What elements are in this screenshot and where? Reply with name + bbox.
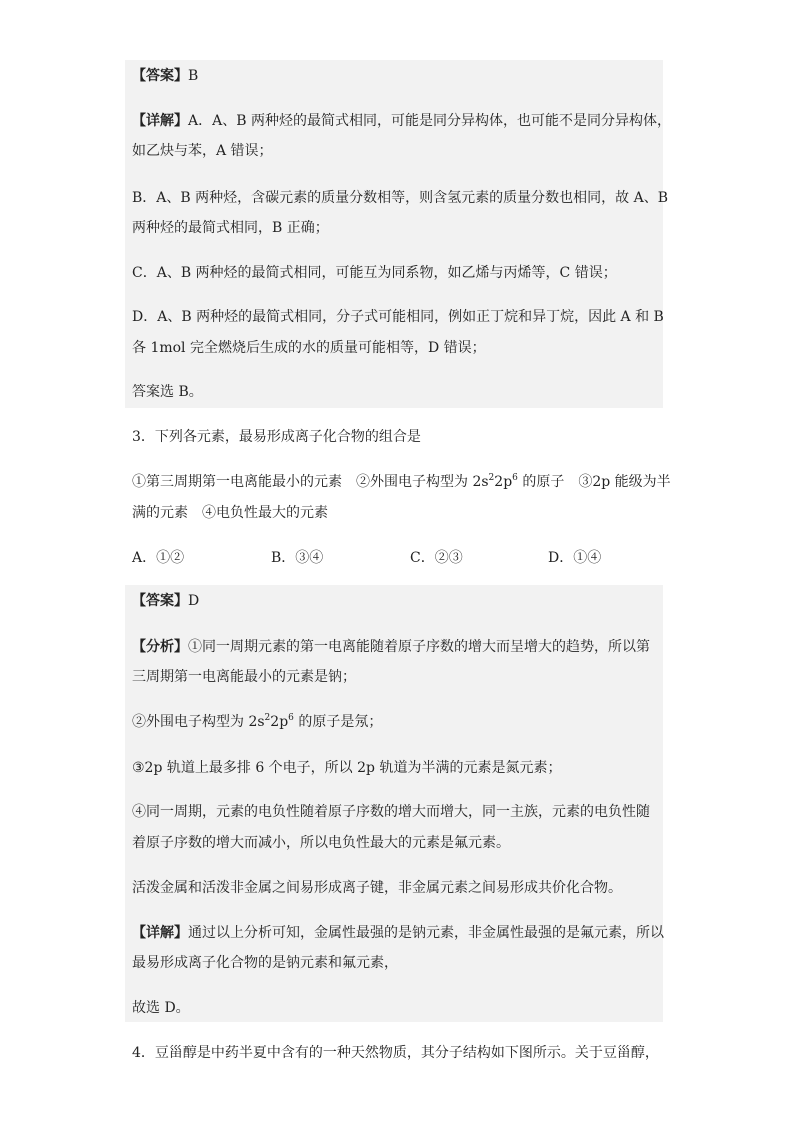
detail-text: A．A、B 两种烃的最简式相同，可能是同分异构体，也可能不是同分异构体， [188,113,671,129]
analysis-line-3 [132,713,662,731]
analysis-text-c: 的原子是氖； [293,714,383,730]
answer-value: B [188,68,199,84]
option-a[interactable]: A．①② [132,550,185,566]
option-b[interactable]: B．③④ [271,550,324,566]
superscript: 2 [264,713,271,723]
cond-text-a: ①第三周期第一电离能最小的元素 ②外围电子构型为 2s [132,474,489,490]
answer-tag: 【答案】 [132,68,188,84]
detail-text-2: 通过以上分析可知，金属性最强的是钠元素，非金属性最强的是氟元素，所以 [188,925,664,941]
answer-line [132,67,662,85]
option-d-line-2: 各 1mol 完全燃烧后生成的水的质量可能相等，D 错误； [132,340,486,356]
cond-text-c: 的原子 ③2p 能级为半 [517,474,671,490]
superscript: 2 [488,473,495,483]
analysis-line-5: ④同一周期，元素的电负性随着原子序数的增大而增大，同一主族，元素的电负性随 [132,804,650,820]
answer-value-2: D [188,593,200,609]
detail-tag-2: 【详解】 [132,925,188,941]
analysis-line-2: 三周期第一电离能最小的元素是钠； [132,669,356,685]
detail-line-4: 最易形成离子化合物的是钠元素和氟元素， [132,955,398,971]
conclusion-line-2: 故选 D。 [132,1000,190,1016]
superscript: 6 [288,713,294,723]
detail-line-3 [132,924,662,942]
answer-line-2 [132,592,662,610]
analysis-text: ①同一周期元素的第一电离能随着原子序数的增大而呈增大的趋势，所以第 [188,639,650,655]
option-d-line-1: D．A、B 两种烃的最简式相同，分子式可能相同，例如正丁烷和异丁烷，因此 A 和 B [132,309,664,325]
cond-text-b: 2p [494,474,513,490]
option-b-line-2: 两种烃的最简式相同，B 正确； [132,220,329,236]
option-c-line: C．A、B 两种烃的最简式相同，可能互为同系物，如乙烯与丙烯等，C 错误； [132,265,617,281]
superscript: 6 [512,473,518,483]
option-d[interactable]: D．①④ [548,550,602,566]
question-4-stem: 4．豆甾醇是中药半夏中含有的一种天然物质，其分子结构如下图所示。关于豆甾醇， [132,1045,659,1061]
question-3-stem: 3．下列各元素，最易形成离子化合物的组合是 [132,429,421,445]
question-3-condition-1 [132,473,671,491]
analysis-tag: 【分析】 [132,639,188,655]
detail-line-1 [132,112,671,130]
analysis-text-a: ②外围电子构型为 2s [132,714,265,730]
answer-tag-2: 【答案】 [132,593,188,609]
question-3-condition-2: 满的元素 ④电负性最大的元素 [132,505,328,521]
conclusion-line: 答案选 B。 [132,384,203,400]
analysis-text-b: 2p [270,714,289,730]
analysis-line-4: ③2p 轨道上最多排 6 个电子，所以 2p 轨道为半满的元素是氮元素； [132,760,562,776]
analysis-line-1 [132,638,662,656]
option-b-line-1: B．A、B 两种烃，含碳元素的质量分数相等，则含氢元素的质量分数也相同，故 A、B [132,190,668,206]
detail-line-2: 如乙炔与苯，A 错误； [132,143,273,159]
detail-tag: 【详解】 [132,113,188,129]
analysis-line-7: 活泼金属和活泼非金属之间易形成离子键，非金属元素之间易形成共价化合物。 [132,880,622,896]
analysis-line-6: 着原子序数的增大而减小，所以电负性最大的元素是氟元素。 [132,835,510,851]
option-c[interactable]: C．②③ [410,550,463,566]
